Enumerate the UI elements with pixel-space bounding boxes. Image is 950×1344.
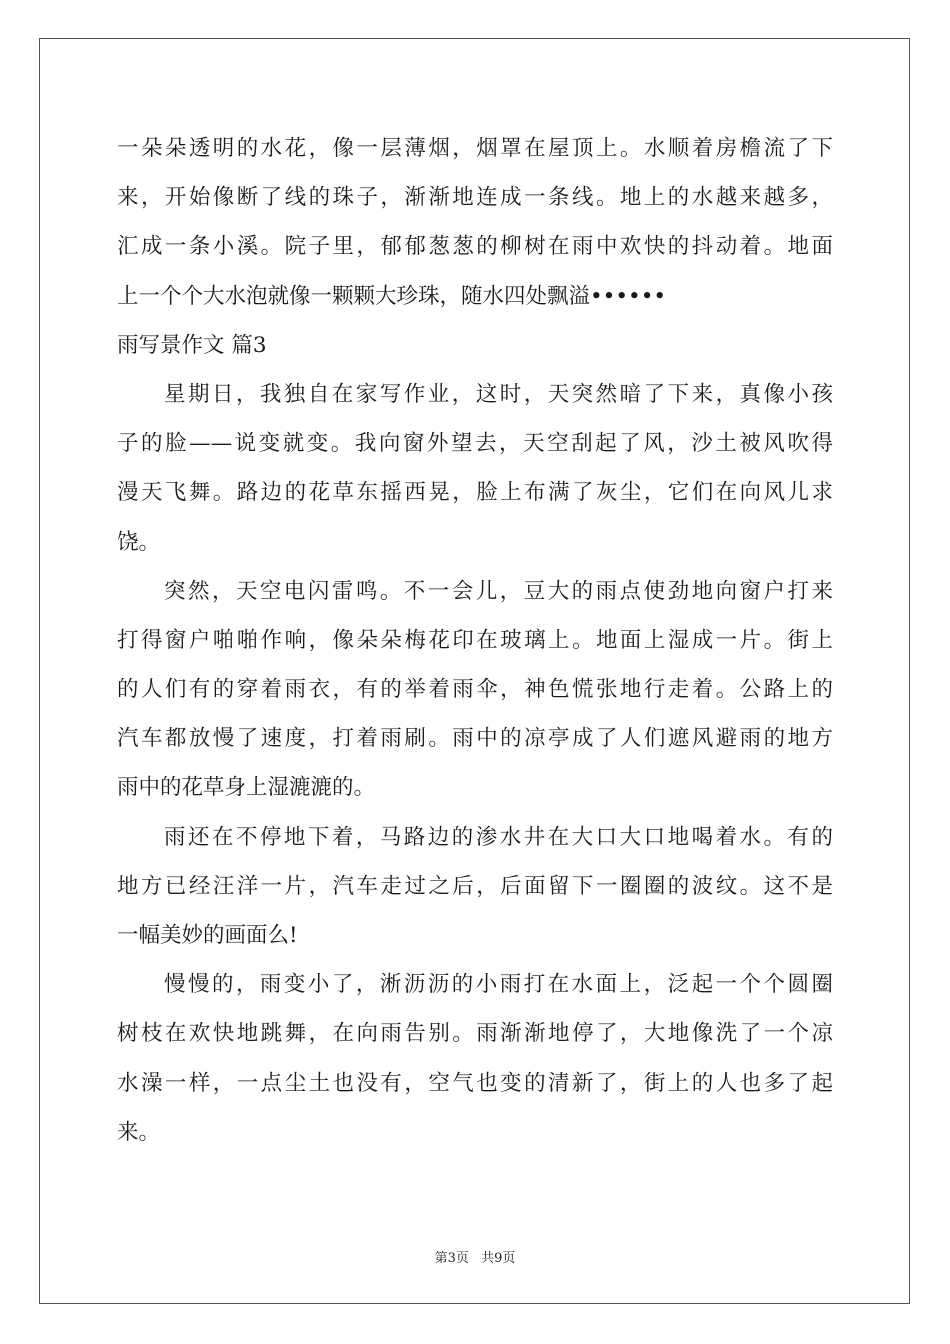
text-line: 雨中的花草身上湿漉漉的。: [117, 775, 376, 801]
text-line: 突然，天空电闪雷鸣。不一会儿，豆大的雨点使劲地向窗户打来: [164, 578, 833, 604]
text-line: 一幅美妙的画面么!: [117, 923, 298, 948]
text-line: 上一个个大水泡就像一颗颗大珍珠，随水四处飘溢••••••: [117, 283, 667, 309]
document-body: [117, 124, 833, 1157]
text-line: 的人们有的穿着雨衣，有的举着雨伞，神色慌张地行走着。公路上的: [117, 677, 833, 703]
page-total: 共9页: [481, 1251, 516, 1266]
text-line: 一朵朵透明的水花，像一层薄烟，烟罩在屋顶上。水顺着房檐流了下: [117, 136, 833, 161]
page-number: 第3页: [434, 1251, 469, 1266]
text-line: 漫天飞舞。路边的花草东摇西晃，脸上布满了灰尘，它们在向风儿求: [117, 480, 833, 506]
text-line: 来，开始像断了线的珠子，渐渐地连成一条线。地上的水越来越多，: [117, 185, 833, 211]
text-line: 树枝在欢快地跳舞，在向雨告别。雨渐渐地停了，大地像洗了一个凉: [117, 1021, 833, 1047]
text-line: 来。: [117, 1119, 161, 1145]
section-heading: 雨写景作文 篇3: [117, 332, 267, 358]
text-line: 水澡一样，一点尘土也没有，空气也变的清新了，街上的人也多了起: [117, 1070, 833, 1096]
text-line: 雨还在不停地下着，马路边的渗水井在大口大口地喝着水。有的: [164, 824, 833, 850]
text-line: 慢慢的，雨变小了，淅沥沥的小雨打在水面上，泛起一个个圆圈: [164, 972, 833, 998]
text-line: 汽车都放慢了速度，打着雨刷。雨中的凉亭成了人们遮风避雨的地方: [117, 726, 833, 752]
text-line: 汇成一条小溪。院子里，郁郁葱葱的柳树在雨中欢快的抖动着。地面: [117, 234, 833, 260]
text-line: 打得窗户啪啪作响，像朵朵梅花印在玻璃上。地面上湿成一片。街上: [117, 627, 833, 653]
text-line: 星期日，我独自在家写作业，这时，天突然暗了下来，真像小孩: [164, 381, 833, 407]
text-line: 子的脸——说变就变。我向窗外望去，天空刮起了风，沙土被风吹得: [117, 431, 833, 457]
page-footer: [0, 1247, 950, 1266]
text-line: 地方已经汪洋一片，汽车走过之后，后面留下一圈圈的波纹。这不是: [117, 873, 833, 899]
text-line: 饶。: [117, 529, 161, 555]
